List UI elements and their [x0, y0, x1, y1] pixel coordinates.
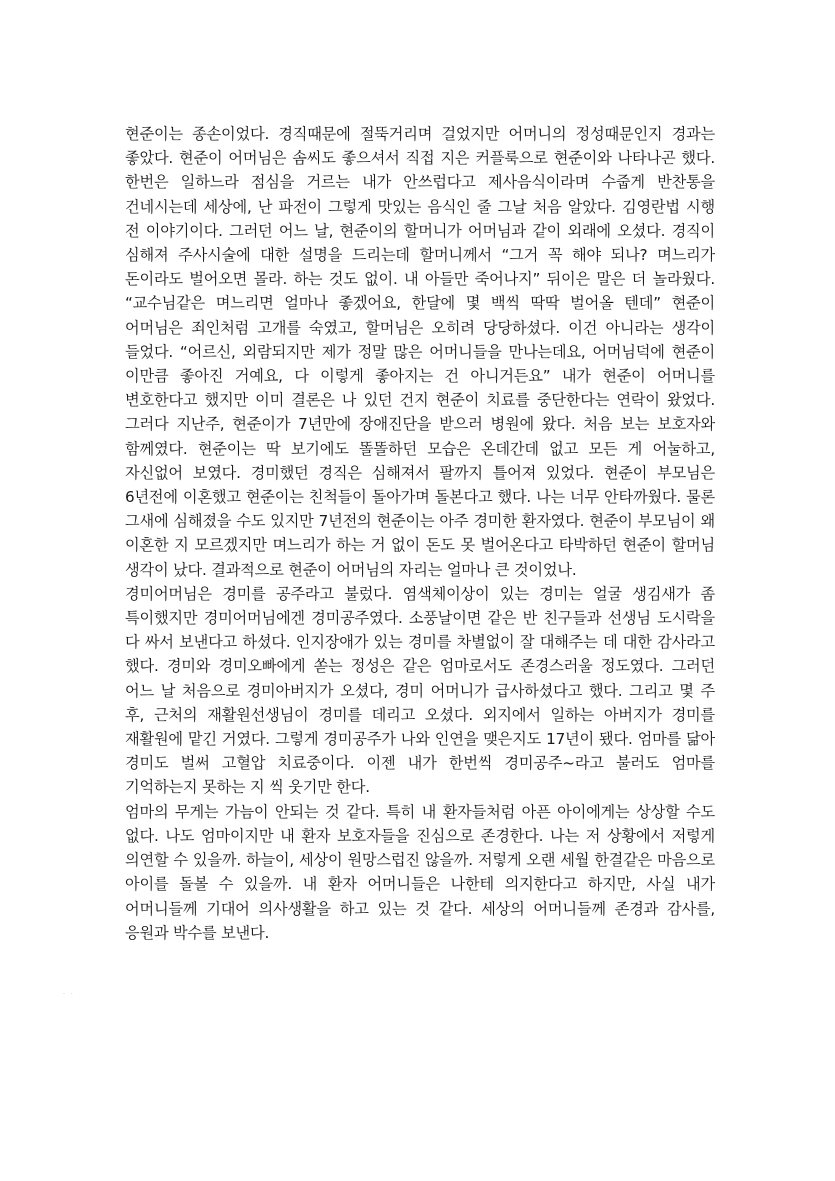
paragraph-gyeongmi: 경미어머님은 경미를 공주라고 불렀다. 염색체이상이 있는 경미는 얼굴 생김새가 좀 특이했지만 경미어머님에겐 경미공주였다. 소풍날이면 같은 반 친구들과 선생님 도시락을 다 싸서 보낸다고 하셨다. 인지장애가 있는 경미를 차별없이 잘 대해주는 데 대한 감사라고 했다. 경미와 경미오빠에게 쏟는 정성은 같은 엄마로서도 존경스러울 정도였다. 그러던 어느 날 처음으로 경미아버지가 오셨다, 경미 어머니가 급사하셨다고 했다. 그리고 몇 주 후, 근처의 재활원선생님이 경미를 데리고 오셨다. 외지에서 일하는 아버지가 경미를 재활원에 맡긴 거였다. 그렇게 경미공주가 나와 인연을 맺은지도 17년이 됐다. 엄마를 닮아 경미도 벌써 고혈압 치료중이다. 이젠 내가 한번씩 경미공주~라고 불러도 엄마를 기억하는지 못하는 지 씩 웃기만 한다.	[125, 584, 715, 797]
scan-artifact-dots: · ·	[63, 991, 75, 998]
paragraph-hyunjun: 현준이는 종손이었다. 경직때문에 절뚝거리며 걸었지만 어머니의 정성때문인지 경과는 좋았다. 현준이 어머님은 솜씨도 좋으셔서 직접 지은 커플룩으로 현준이와 나타나곤 했다. 한번은 일하느라 점심을 거르는 내가 안쓰럽다고 제사음식이라며 수줍게 반찬통을 건네시는데 세상에, 난 파전이 그렇게 맛있는 음식인 줄 그날 처음 알았다. 김영란법 시행 전 이야기이다. 그러던 어느 날, 현준이의 할머니가 어머님과 같이 외래에 오셨다. 경직이 심해져 주사시술에 대한 설명을 드리는데 할머니께서 “그거 꼭 해야 되나? 며느리가 돈이라도 벌어오면 몰라. 하는 것도 없이. 내 아들만 죽어나지” 뒤이은 말은 더 놀라웠다. “교수님같은 며느리면 얼마나 좋겠어요, 한달에 몇 백씩 딱딱 벌어올 텐데” 현준이 어머님은 죄인처럼 고개를 숙였고, 할머님은 오히려 당당하셨다. 이건 아니라는 생각이 들었다. “어르신, 외람되지만 제가 정말 많은 어머니들을 만나는데요, 어머님덕에 현준이 이만큼 좋아진 거예요, 다 이렇게 좋아지는 건 아니거든요” 내가 현준이 어머니를 변호한다고 했지만 이미 결론은 나 있던 건지 현준이 치료를 중단한다는 연락이 왔었다. 그러다 지난주, 현준이가 7년만에 장애진단을 받으러 병원에 왔다. 처음 보는 보호자와 함께였다. 현준이는 딱 보기에도 똘똘하던 모습은 온데간데 없고 모든 게 어눌하고, 자신없어 보였다. 경미했던 경직은 심해져서 팔까지 틀어져 있었다. 현준이 부모님은 6년전에 이혼했고 현준이는 친척들이 돌아가며 돌본다고 했다. 나는 너무 안타까웠다. 물론 그새에 심해졌을 수도 있지만 7년전의 현준이는 아주 경미한 환자였다. 현준이 부모님이 왜 이혼한 지 모르겠지만 며느리가 하는 거 없이 돈도 못 벌어온다고 타박하던 현준이 할머님 생각이 났다. 결과적으로 현준이 어머님의 자리는 얼마나 큰 것이었나.	[125, 125, 715, 579]
paragraph-mothers: 엄마의 무게는 가늠이 안되는 것 같다. 특히 내 환자들처럼 아픈 아이에게는 상상할 수도 없다. 나도 엄마이지만 내 환자 보호자들을 진심으로 존경한다. 나는 저 상황에서 저렇게 의연할 수 있을까. 하늘이, 세상이 원망스럽진 않을까. 저렇게 오랜 세월 한결같은 마음으로 아이를 돌볼 수 있을까. 내 환자 어머니들은 나한테 의지한다고 하지만, 사실 내가 어머니들께 기대어 의사생활을 하고 있는 것 같다. 세상의 어머니들께 존경과 감사를, 응원과 박수를 보낸다.	[125, 802, 715, 942]
essay-body	[125, 122, 715, 945]
